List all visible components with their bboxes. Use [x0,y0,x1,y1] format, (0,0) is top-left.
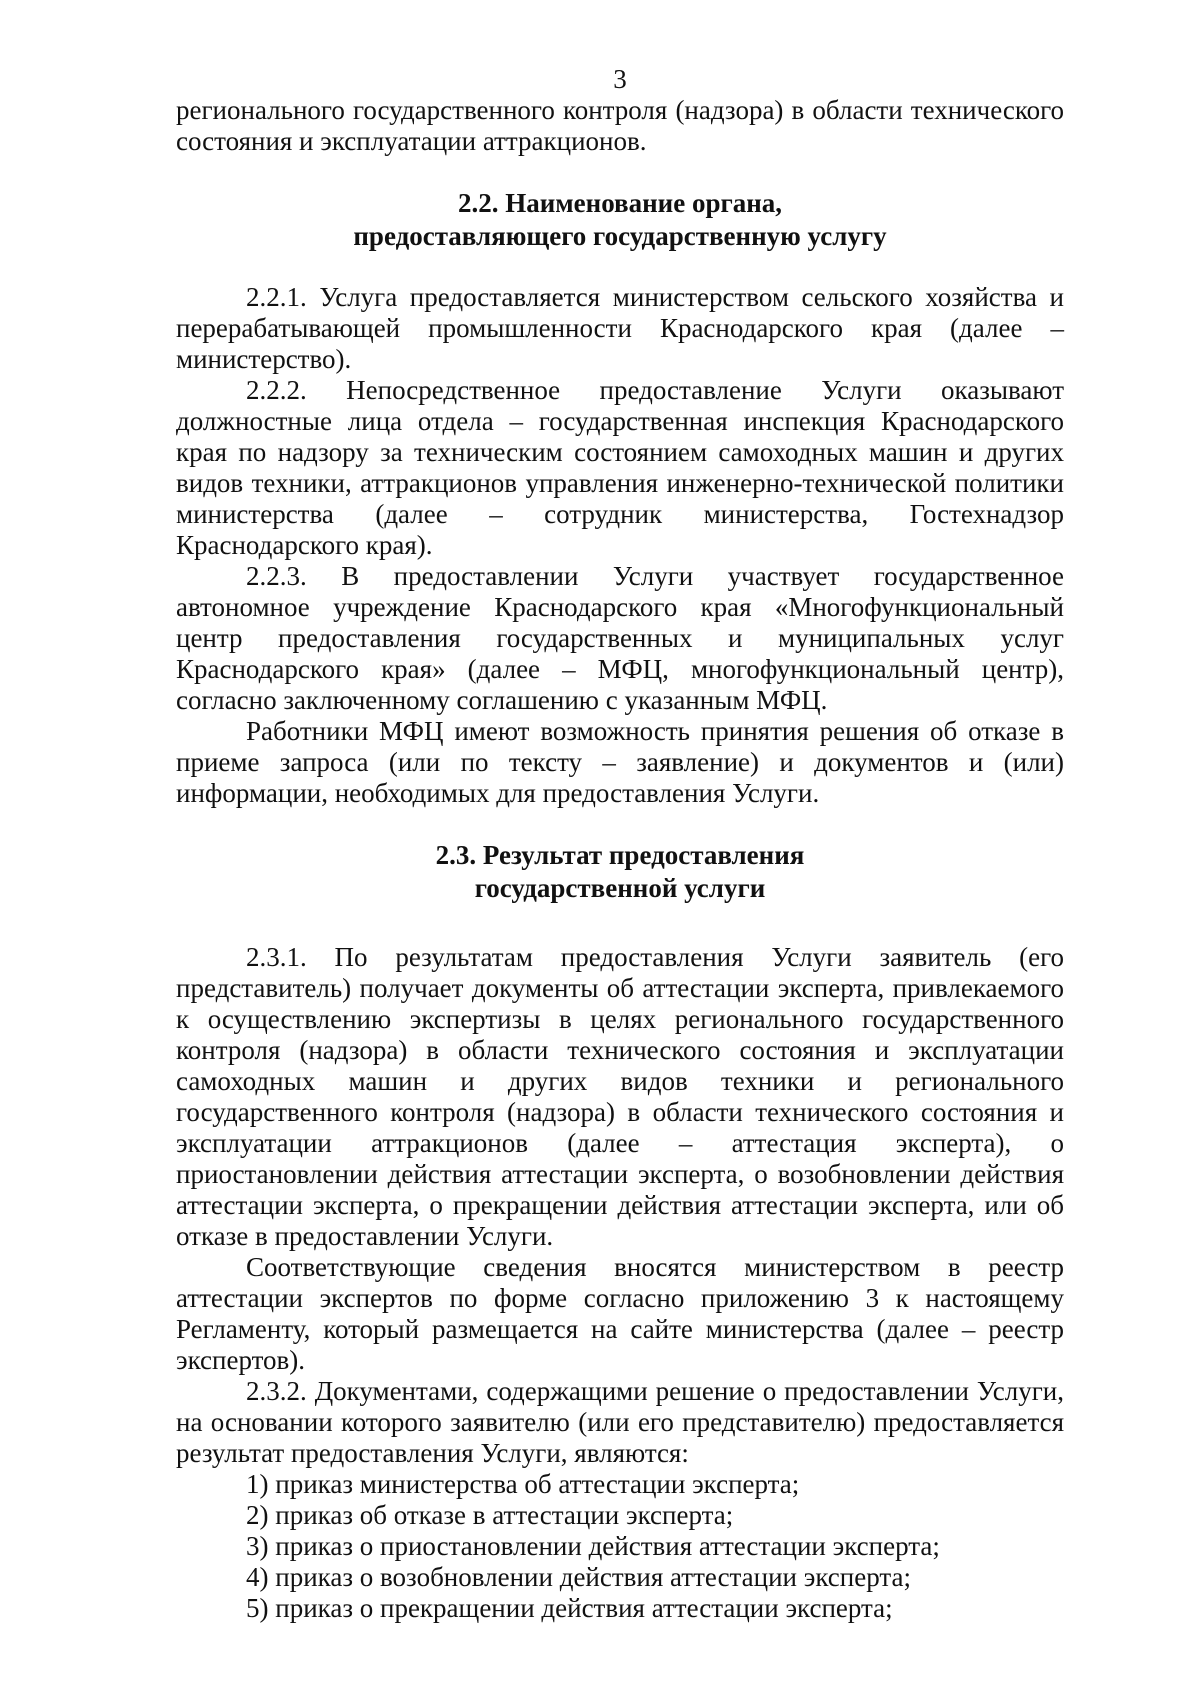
section-2-3-heading [176,839,1064,905]
intro-paragraph: регионального государственного контроля (надзора) в области технического состояния и эксплуатации аттракционов. [176,95,1064,156]
list-item-1: 1) приказ министерства об аттестации эксперта; [246,1469,800,1499]
list-item-4: 4) приказ о возобновлении действия аттестации эксперта; [246,1562,911,1592]
section-2-2-heading-line2: предоставляющего государственную услугу [353,221,887,251]
section-2-3-heading-line1: 2.3. Результат предоставления [435,840,805,870]
paragraph-registry: Соответствующие сведения вносятся министерством в реестр аттестации экспертов по форме согласно приложению 3 к настоящему Регламенту, который размещается на сайте министерства (далее – реестр экспертов). [176,1252,1064,1375]
list-item-3: 3) приказ о приостановлении действия аттестации эксперта; [246,1531,940,1561]
document-body [176,64,1064,1624]
list-item-2: 2) приказ об отказе в аттестации эксперта; [246,1500,734,1530]
paragraph-2-3-1: 2.3.1. По результатам предоставления Услуги заявитель (его представитель) получает документы об аттестации эксперта, привлекаемого к осуществлению экспертизы в целях регионального государственного контроля (надзора) в области технического состояния и эксплуатации самоходных машин и других видов техники и регионального государственного контроля (надзора) в области технического состояния и эксплуатации аттракционов (далее – аттестация эксперта), о приостановлении действия аттестации эксперта, о возобновлении действия аттестации эксперта, о прекращении действия аттестации эксперта, или об отказе в предоставлении Услуги. [176,942,1064,1251]
section-2-2-heading-line1: 2.2. Наименование органа, [457,188,783,218]
paragraph-2-2-1: 2.2.1. Услуга предоставляется министерством сельского хозяйства и перерабатывающей промышленности Краснодарского края (далее – министерство). [176,282,1064,374]
section-2-2-heading [176,187,1064,253]
section-2-3-heading-line2: государственной услуги [474,873,766,903]
list-item-5: 5) приказ о прекращении действия аттестации эксперта; [246,1593,893,1623]
paragraph-2-2-3: 2.2.3. В предоставлении Услуги участвует государственное автономное учреждение Краснодарского края «Многофункциональный центр предоставления государственных и муниципальных услуг Краснодарского края» (далее – МФЦ, многофункциональный центр), согласно заключенному соглашению с указанным МФЦ. [176,561,1064,715]
page-number: 3 [613,64,627,94]
paragraph-2-3-2: 2.3.2. Документами, содержащими решение о предоставлении Услуги, на основании которого заявителю (или его представителю) предоставляется результат предоставления Услуги, являются: [176,1376,1064,1468]
paragraph-mfc-workers: Работники МФЦ имеют возможность принятия решения об отказе в приеме запроса (или по тексту – заявление) и документов и (или) информации, необходимых для предоставления Услуги. [176,716,1064,808]
paragraph-2-2-2: 2.2.2. Непосредственное предоставление Услуги оказывают должностные лица отдела – государственная инспекция Краснодарского края по надзору за техническим состоянием самоходных машин и других видов техники, аттракционов управления инженерно-технической политики министерства (далее – сотрудник министерства, Гостехнадзор Краснодарского края). [176,375,1064,560]
